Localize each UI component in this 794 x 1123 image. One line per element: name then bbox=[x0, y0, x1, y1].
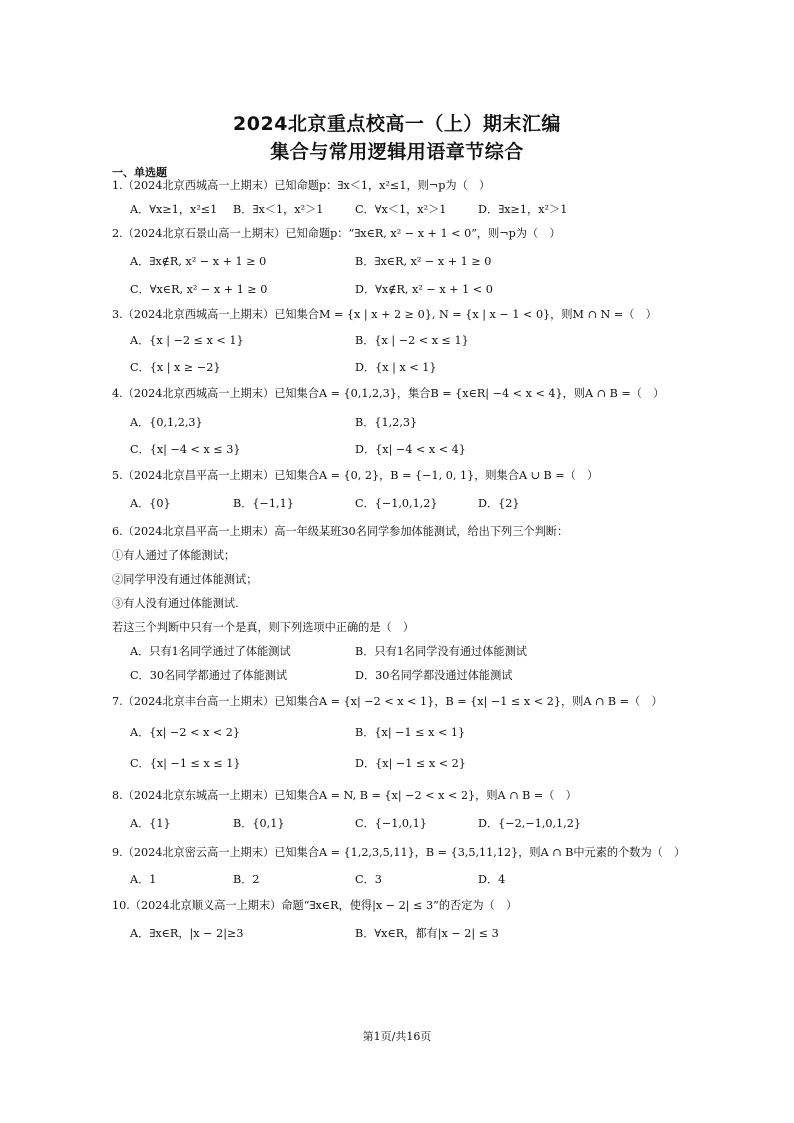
question-2-option-d: D．∀x∉R, x² − x + 1 < 0 bbox=[355, 283, 493, 296]
question-8-option-d: D．{−2,−1,0,1,2} bbox=[478, 817, 581, 830]
question-6-option-c: C．30名同学都通过了体能测试 bbox=[130, 669, 288, 682]
question-9-stem: 9.（2024北京密云高一上期末）已知集合A = {1,2,3,5,11}，B = {3,5,11,12}，则A ∩ B中元素的个数为（ ） bbox=[112, 846, 686, 859]
question-2-stem: 2.（2024北京石景山高一上期末）已知命题p：“∃x∈R, x² − x + 1 < 0”，则¬p为（ ） bbox=[112, 227, 561, 240]
question-4-option-d: D．{x| −4 < x < 4} bbox=[355, 443, 466, 456]
question-2-option-b: B．∃x∈R, x² − x + 1 ≥ 0 bbox=[355, 255, 492, 268]
question-1-option-c: C．∀x＜1，x²＞1 bbox=[355, 203, 447, 216]
question-1-stem: 1.（2024北京西城高一上期末）已知命题p：∃x＜1，x²≤1，则¬p为（ ） bbox=[112, 179, 491, 192]
question-6-stem: 6.（2024北京昌平高一上期末）高一年级某班30名同学参加体能测试，给出下列三个判断： bbox=[112, 525, 569, 538]
question-6-option-a: A．只有1名同学通过了体能测试 bbox=[130, 645, 291, 658]
question-8-stem: 8.（2024北京东城高一上期末）已知集合A = N, B = {x| −2 < x < 2}，则A ∩ B =（ ） bbox=[112, 789, 577, 802]
question-6-judgment-1: ①有人通过了体能测试； bbox=[112, 549, 236, 562]
question-3-option-d: D．{x | x < 1} bbox=[355, 361, 437, 374]
question-7-stem: 7.（2024北京丰台高一上期末）已知集合A = {x| −2 < x < 1}，B = {x| −1 ≤ x < 2}，则A ∩ B =（ ） bbox=[112, 695, 663, 708]
question-5-option-c: C．{−1,0,1,2} bbox=[355, 497, 438, 510]
document-subtitle: 集合与常用逻辑用语章节综合 bbox=[270, 141, 524, 163]
question-4-option-c: C．{x| −4 < x ≤ 3} bbox=[130, 443, 241, 456]
question-10-option-b: B．∀x∈R，都有|x − 2| ≤ 3 bbox=[355, 927, 499, 940]
question-7-option-b: B．{x| −1 ≤ x < 1} bbox=[355, 726, 466, 739]
question-6-judgment-2: ②同学甲没有通过体能测试； bbox=[112, 573, 258, 586]
question-7-option-a: A．{x| −2 < x < 2} bbox=[130, 726, 241, 739]
section-heading: 一、单选题 bbox=[112, 166, 167, 179]
question-3-option-b: B．{x | −2 < x ≤ 1} bbox=[355, 334, 469, 347]
question-5-option-a: A．{0} bbox=[130, 497, 171, 510]
question-6-option-d: D．30名同学都没通过体能测试 bbox=[355, 669, 513, 682]
question-3-stem: 3.（2024北京西城高一上期末）已知集合M = {x | x + 2 ≥ 0}, N = {x | x − 1 < 0}，则M ∩ N =（ ） bbox=[112, 308, 657, 321]
question-9-option-d: D．4 bbox=[478, 873, 506, 886]
question-3-option-a: A．{x | −2 ≤ x < 1} bbox=[130, 334, 244, 347]
page-footer: 第1页/共16页 bbox=[362, 1030, 432, 1043]
question-4-option-b: B．{1,2,3} bbox=[355, 416, 418, 429]
question-9-option-c: C．3 bbox=[355, 873, 382, 886]
question-7-option-c: C．{x| −1 ≤ x ≤ 1} bbox=[130, 757, 241, 770]
question-1-option-d: D．∃x≥1，x²＞1 bbox=[478, 203, 568, 216]
question-5-option-b: B．{−1,1} bbox=[233, 497, 294, 510]
question-4-option-a: A．{0,1,2,3} bbox=[130, 416, 203, 429]
question-4-stem: 4.（2024北京西城高一上期末）已知集合A = {0,1,2,3}，集合B = {x∈R| −4 < x < 4}，则A ∩ B =（ ） bbox=[112, 387, 665, 400]
document-title: 2024北京重点校高一（上）期末汇编 bbox=[233, 113, 561, 135]
question-8-option-c: C．{−1,0,1} bbox=[355, 817, 427, 830]
question-5-option-d: D．{2} bbox=[478, 497, 520, 510]
question-5-stem: 5.（2024北京昌平高一上期末）已知集合A = {0, 2}，B = {−1, 0, 1}，则集合A ∪ B =（ ） bbox=[112, 469, 599, 482]
question-10-stem: 10.（2024北京顺义高一上期末）命题“∃x∈R，使得|x − 2| ≤ 3”的否定为（ ） bbox=[112, 899, 518, 912]
question-8-option-a: A．{1} bbox=[130, 817, 171, 830]
question-9-option-a: A．1 bbox=[130, 873, 157, 886]
question-2-option-a: A．∃x∉R, x² − x + 1 ≥ 0 bbox=[130, 255, 267, 268]
question-2-option-c: C．∀x∈R, x² − x + 1 ≥ 0 bbox=[130, 283, 268, 296]
question-1-option-b: B．∃x＜1，x²＞1 bbox=[233, 203, 324, 216]
question-6-option-b: B．只有1名同学没有通过体能测试 bbox=[355, 645, 527, 658]
question-7-option-d: D．{x| −1 ≤ x < 2} bbox=[355, 757, 466, 770]
question-10-option-a: A．∃x∈R，|x − 2|≥3 bbox=[130, 927, 244, 940]
question-6-prompt: 若这三个判断中只有一个是真，则下列选项中正确的是（ ） bbox=[112, 621, 415, 634]
question-3-option-c: C．{x | x ≥ −2} bbox=[130, 361, 221, 374]
question-9-option-b: B．2 bbox=[233, 873, 260, 886]
question-1-option-a: A．∀x≥1，x²≤1 bbox=[130, 203, 218, 216]
question-8-option-b: B．{0,1} bbox=[233, 817, 285, 830]
question-6-judgment-3: ③有人没有通过体能测试. bbox=[112, 597, 239, 610]
